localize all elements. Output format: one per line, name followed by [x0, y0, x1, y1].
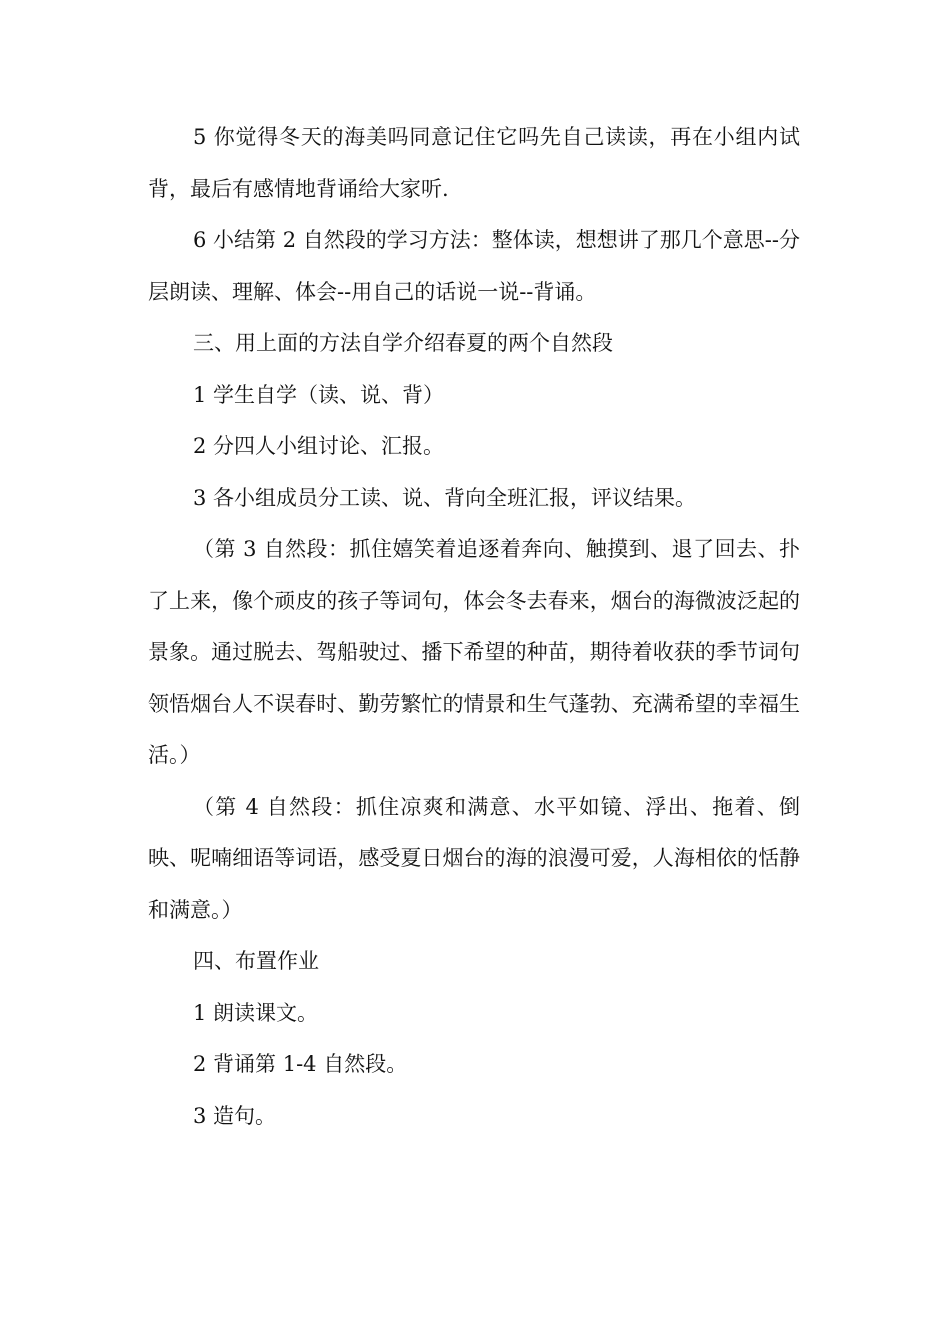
paragraph-step-5: 5 你觉得冬天的海美吗同意记住它吗先自己读读，再在小组内试背，最后有感情地背诵给大家听. — [148, 125, 800, 201]
paragraph-note-section-3: （第 3 自然段：抓住嬉笑着追逐着奔向、触摸到、退了回去、扑了上来，像个顽皮的孩子等词句，体会冬去春来，烟台的海微波泛起的景象。通过脱去、驾船驶过、播下希望的种苗，期待着收获的季节词句领悟烟台人不误春时、勤劳繁忙的情景和生气蓬勃、充满希望的幸福生活。） — [148, 537, 800, 767]
list-item-group-discussion: 2 分四人小组讨论、汇报。 — [193, 434, 445, 458]
homework-item-2: 2 背诵第 1-4 自然段。 — [193, 1052, 408, 1076]
list-item-self-study: 1 学生自学（读、说、背） — [193, 382, 445, 407]
homework-item-1: 1 朗读课文。 — [193, 1000, 319, 1025]
homework-item-3: 3 造句。 — [193, 1103, 277, 1128]
section-heading-4: 四、布置作业 — [193, 949, 319, 973]
paragraph-note-section-4: （第 4 自然段：抓住凉爽和满意、水平如镜、浮出、拖着、倒映、呢喃细语等词语，感受夏日烟台的海的浪漫可爱，人海相依的恬静和满意。） — [148, 794, 800, 922]
document-body — [148, 112, 800, 1142]
section-heading-3: 三、用上面的方法自学介绍春夏的两个自然段 — [193, 331, 613, 355]
paragraph-step-6-summary: 6 小结第 2 自然段的学习方法：整体读，想想讲了那几个意思--分层朗读、理解、体会--用自己的话说一说--背诵。 — [148, 228, 800, 304]
list-item-group-report: 3 各小组成员分工读、说、背向全班汇报，评议结果。 — [193, 485, 697, 510]
